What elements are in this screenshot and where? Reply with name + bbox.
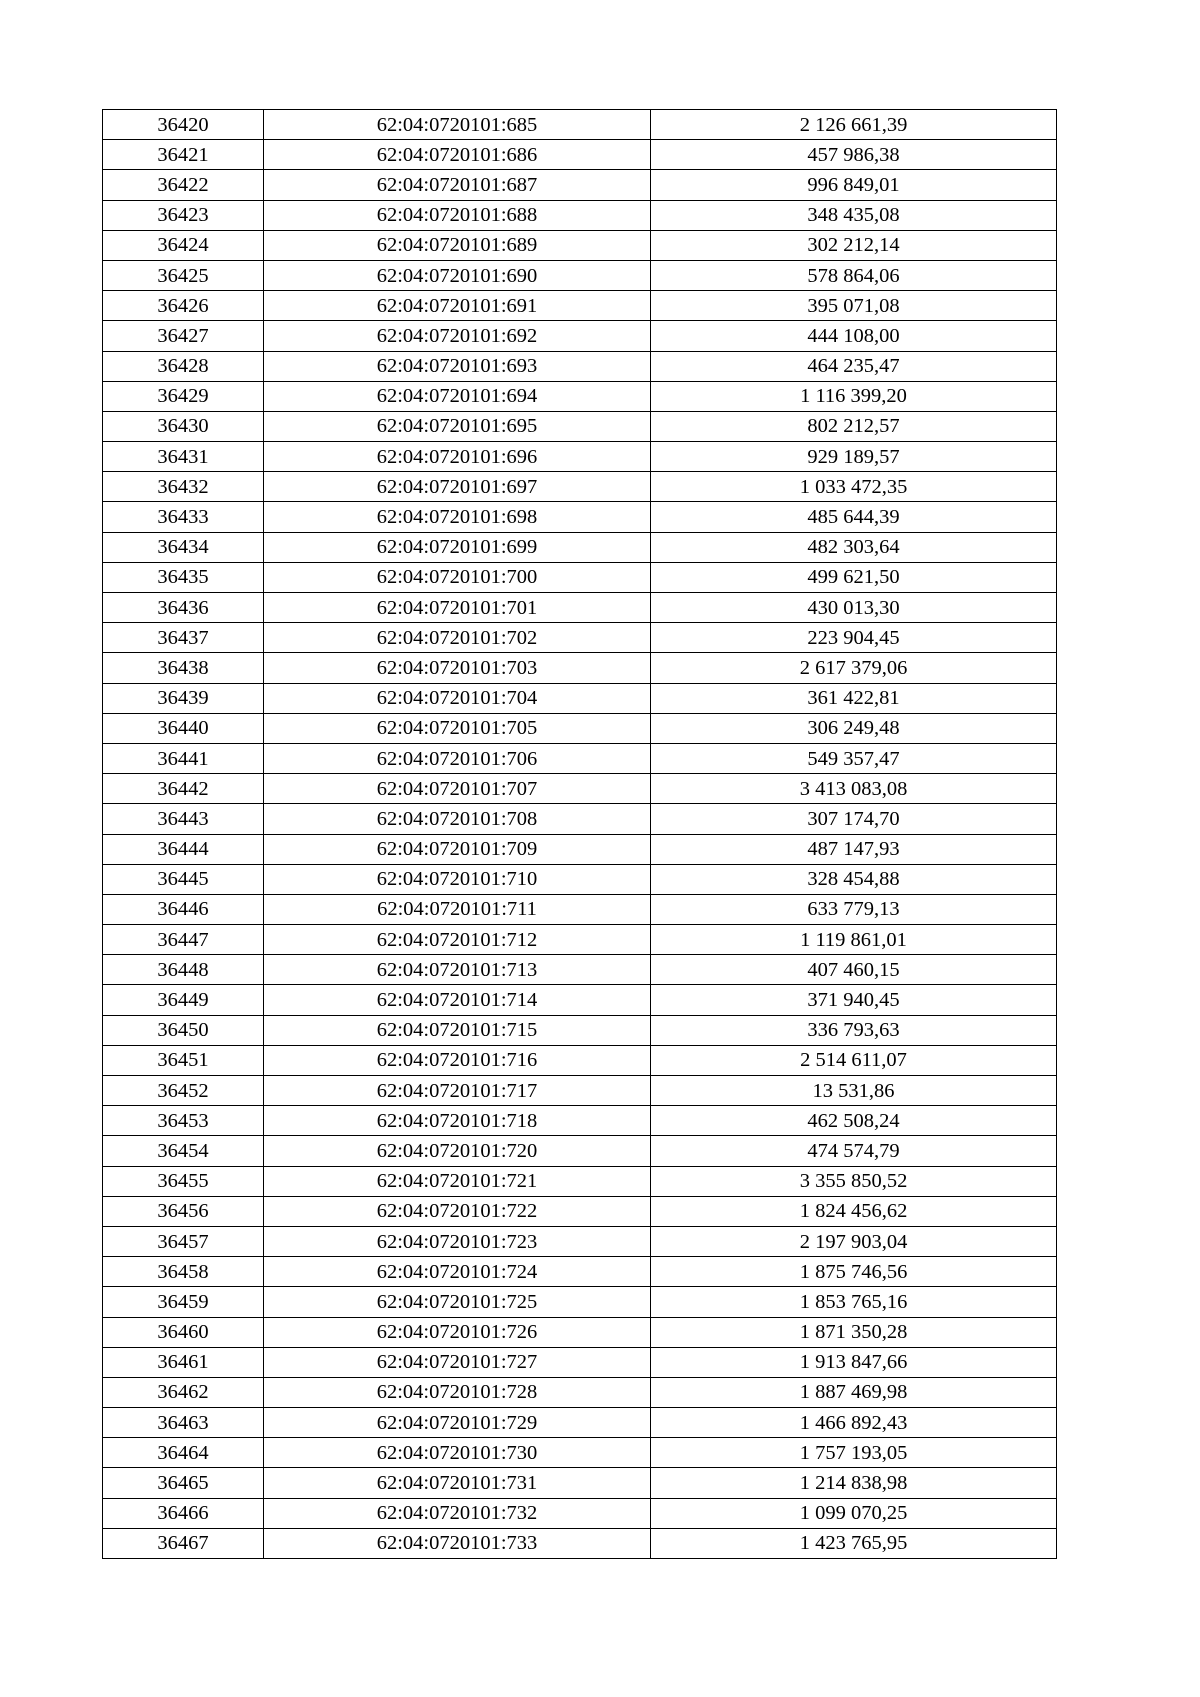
- cadastral-number-cell: 62:04:0720101:706: [264, 743, 651, 773]
- cadastral-number-cell: 62:04:0720101:726: [264, 1317, 651, 1347]
- table-row: [103, 1498, 1057, 1528]
- table-row: [103, 955, 1057, 985]
- table-row: [103, 1377, 1057, 1407]
- row-number-cell: 36442: [103, 774, 264, 804]
- table-row: [103, 1166, 1057, 1196]
- row-number-cell: 36427: [103, 321, 264, 351]
- table-row: [103, 713, 1057, 743]
- table-row: [103, 502, 1057, 532]
- table-row: [103, 593, 1057, 623]
- table-row: [103, 1106, 1057, 1136]
- cadastral-number-cell: 62:04:0720101:729: [264, 1408, 651, 1438]
- table-row: [103, 864, 1057, 894]
- cadastral-number-cell: 62:04:0720101:701: [264, 593, 651, 623]
- row-number-cell: 36438: [103, 653, 264, 683]
- table-row: [103, 804, 1057, 834]
- cadastral-number-cell: 62:04:0720101:720: [264, 1136, 651, 1166]
- row-number-cell: 36450: [103, 1015, 264, 1045]
- cadastral-number-cell: 62:04:0720101:686: [264, 140, 651, 170]
- table-row: [103, 110, 1057, 140]
- cadastral-value-cell: 302 212,14: [651, 230, 1057, 260]
- table-row: [103, 170, 1057, 200]
- row-number-cell: 36454: [103, 1136, 264, 1166]
- cadastral-number-cell: 62:04:0720101:696: [264, 442, 651, 472]
- cadastral-value-cell: 395 071,08: [651, 291, 1057, 321]
- cadastral-number-cell: 62:04:0720101:723: [264, 1226, 651, 1256]
- cadastral-value-cell: 462 508,24: [651, 1106, 1057, 1136]
- cadastral-value-cell: 487 147,93: [651, 834, 1057, 864]
- cadastral-value-cell: 1 119 861,01: [651, 925, 1057, 955]
- row-number-cell: 36465: [103, 1468, 264, 1498]
- cadastral-number-cell: 62:04:0720101:693: [264, 351, 651, 381]
- cadastral-number-cell: 62:04:0720101:703: [264, 653, 651, 683]
- table-row: [103, 1317, 1057, 1347]
- row-number-cell: 36423: [103, 200, 264, 230]
- cadastral-value-cell: 430 013,30: [651, 593, 1057, 623]
- cadastral-number-cell: 62:04:0720101:702: [264, 623, 651, 653]
- row-number-cell: 36433: [103, 502, 264, 532]
- table-row: [103, 230, 1057, 260]
- cadastral-value-cell: 3 355 850,52: [651, 1166, 1057, 1196]
- cadastral-number-cell: 62:04:0720101:731: [264, 1468, 651, 1498]
- table-row: [103, 1468, 1057, 1498]
- row-number-cell: 36431: [103, 442, 264, 472]
- row-number-cell: 36422: [103, 170, 264, 200]
- cadastral-value-cell: 2 514 611,07: [651, 1045, 1057, 1075]
- cadastral-value-cell: 444 108,00: [651, 321, 1057, 351]
- cadastral-value-cell: 348 435,08: [651, 200, 1057, 230]
- row-number-cell: 36421: [103, 140, 264, 170]
- table-row: [103, 1045, 1057, 1075]
- cadastral-number-cell: 62:04:0720101:688: [264, 200, 651, 230]
- table-row: [103, 1226, 1057, 1256]
- row-number-cell: 36441: [103, 743, 264, 773]
- row-number-cell: 36436: [103, 593, 264, 623]
- cadastral-value-cell: 13 531,86: [651, 1076, 1057, 1106]
- table-row: [103, 1528, 1057, 1558]
- cadastral-value-cell: 633 779,13: [651, 894, 1057, 924]
- cadastral-value-cell: 1 099 070,25: [651, 1498, 1057, 1528]
- cadastral-value-cell: 1 757 193,05: [651, 1438, 1057, 1468]
- cadastral-number-cell: 62:04:0720101:732: [264, 1498, 651, 1528]
- row-number-cell: 36432: [103, 472, 264, 502]
- cadastral-number-cell: 62:04:0720101:714: [264, 985, 651, 1015]
- cadastral-number-cell: 62:04:0720101:721: [264, 1166, 651, 1196]
- cadastral-value-cell: 474 574,79: [651, 1136, 1057, 1166]
- row-number-cell: 36440: [103, 713, 264, 743]
- cadastral-value-cell: 485 644,39: [651, 502, 1057, 532]
- cadastral-number-cell: 62:04:0720101:722: [264, 1196, 651, 1226]
- row-number-cell: 36430: [103, 411, 264, 441]
- table-row: [103, 321, 1057, 351]
- table-row: [103, 1257, 1057, 1287]
- table-row: [103, 532, 1057, 562]
- row-number-cell: 36444: [103, 834, 264, 864]
- table-row: [103, 1196, 1057, 1226]
- cadastral-number-cell: 62:04:0720101:690: [264, 260, 651, 290]
- cadastral-number-cell: 62:04:0720101:724: [264, 1257, 651, 1287]
- cadastral-value-cell: 1 423 765,95: [651, 1528, 1057, 1558]
- cadastral-value-cell: 996 849,01: [651, 170, 1057, 200]
- cadastral-value-cell: 1 214 838,98: [651, 1468, 1057, 1498]
- cadastral-number-cell: 62:04:0720101:715: [264, 1015, 651, 1045]
- table-body: [103, 110, 1057, 1559]
- cadastral-value-cell: 307 174,70: [651, 804, 1057, 834]
- cadastral-number-cell: 62:04:0720101:700: [264, 562, 651, 592]
- table-row: [103, 562, 1057, 592]
- table-row: [103, 260, 1057, 290]
- row-number-cell: 36437: [103, 623, 264, 653]
- row-number-cell: 36466: [103, 1498, 264, 1528]
- row-number-cell: 36463: [103, 1408, 264, 1438]
- cadastral-number-cell: 62:04:0720101:730: [264, 1438, 651, 1468]
- cadastral-number-cell: 62:04:0720101:717: [264, 1076, 651, 1106]
- cadastral-value-cell: 549 357,47: [651, 743, 1057, 773]
- cadastral-value-cell: 464 235,47: [651, 351, 1057, 381]
- cadastral-value-cell: 499 621,50: [651, 562, 1057, 592]
- row-number-cell: 36424: [103, 230, 264, 260]
- row-number-cell: 36449: [103, 985, 264, 1015]
- table-row: [103, 743, 1057, 773]
- row-number-cell: 36443: [103, 804, 264, 834]
- cadastral-value-cell: 1 913 847,66: [651, 1347, 1057, 1377]
- cadastral-number-cell: 62:04:0720101:711: [264, 894, 651, 924]
- row-number-cell: 36426: [103, 291, 264, 321]
- table-row: [103, 411, 1057, 441]
- table-row: [103, 291, 1057, 321]
- table-row: [103, 653, 1057, 683]
- table-row: [103, 985, 1057, 1015]
- row-number-cell: 36459: [103, 1287, 264, 1317]
- cadastral-number-cell: 62:04:0720101:728: [264, 1377, 651, 1407]
- row-number-cell: 36425: [103, 260, 264, 290]
- row-number-cell: 36456: [103, 1196, 264, 1226]
- cadastral-number-cell: 62:04:0720101:718: [264, 1106, 651, 1136]
- cadastral-value-cell: 578 864,06: [651, 260, 1057, 290]
- table-row: [103, 894, 1057, 924]
- cadastral-value-cell: 1 116 399,20: [651, 381, 1057, 411]
- cadastral-value-cell: 1 033 472,35: [651, 472, 1057, 502]
- cadastral-value-cell: 336 793,63: [651, 1015, 1057, 1045]
- table-row: [103, 834, 1057, 864]
- row-number-cell: 36464: [103, 1438, 264, 1468]
- table-row: [103, 1408, 1057, 1438]
- cadastral-value-cell: 1 466 892,43: [651, 1408, 1057, 1438]
- row-number-cell: 36467: [103, 1528, 264, 1558]
- table-row: [103, 925, 1057, 955]
- cadastral-number-cell: 62:04:0720101:707: [264, 774, 651, 804]
- cadastral-number-cell: 62:04:0720101:689: [264, 230, 651, 260]
- cadastral-value-cell: 1 824 456,62: [651, 1196, 1057, 1226]
- table-row: [103, 351, 1057, 381]
- cadastral-number-cell: 62:04:0720101:712: [264, 925, 651, 955]
- cadastral-number-cell: 62:04:0720101:708: [264, 804, 651, 834]
- table-row: [103, 442, 1057, 472]
- cadastral-number-cell: 62:04:0720101:698: [264, 502, 651, 532]
- table-row: [103, 683, 1057, 713]
- table-row: [103, 200, 1057, 230]
- cadastral-number-cell: 62:04:0720101:733: [264, 1528, 651, 1558]
- cadastral-value-cell: 802 212,57: [651, 411, 1057, 441]
- row-number-cell: 36458: [103, 1257, 264, 1287]
- row-number-cell: 36457: [103, 1226, 264, 1256]
- table-row: [103, 1015, 1057, 1045]
- cadastral-value-cell: 371 940,45: [651, 985, 1057, 1015]
- row-number-cell: 36439: [103, 683, 264, 713]
- cadastral-number-cell: 62:04:0720101:704: [264, 683, 651, 713]
- table-row: [103, 472, 1057, 502]
- cadastral-number-cell: 62:04:0720101:697: [264, 472, 651, 502]
- cadastral-number-cell: 62:04:0720101:713: [264, 955, 651, 985]
- cadastral-value-cell: 3 413 083,08: [651, 774, 1057, 804]
- cadastral-number-cell: 62:04:0720101:692: [264, 321, 651, 351]
- table-row: [103, 1076, 1057, 1106]
- table-row: [103, 774, 1057, 804]
- row-number-cell: 36451: [103, 1045, 264, 1075]
- cadastral-value-cell: 1 887 469,98: [651, 1377, 1057, 1407]
- cadastral-value-cell: 361 422,81: [651, 683, 1057, 713]
- table-row: [103, 623, 1057, 653]
- cadastral-value-cell: 457 986,38: [651, 140, 1057, 170]
- table-row: [103, 1136, 1057, 1166]
- row-number-cell: 36420: [103, 110, 264, 140]
- row-number-cell: 36434: [103, 532, 264, 562]
- row-number-cell: 36462: [103, 1377, 264, 1407]
- cadastral-number-cell: 62:04:0720101:691: [264, 291, 651, 321]
- row-number-cell: 36461: [103, 1347, 264, 1377]
- row-number-cell: 36446: [103, 894, 264, 924]
- cadastral-number-cell: 62:04:0720101:694: [264, 381, 651, 411]
- row-number-cell: 36455: [103, 1166, 264, 1196]
- table-row: [103, 1287, 1057, 1317]
- cadastral-value-cell: 306 249,48: [651, 713, 1057, 743]
- cadastral-number-cell: 62:04:0720101:710: [264, 864, 651, 894]
- cadastral-value-cell: 2 126 661,39: [651, 110, 1057, 140]
- row-number-cell: 36428: [103, 351, 264, 381]
- table-row: [103, 1438, 1057, 1468]
- cadastral-value-cell: 1 875 746,56: [651, 1257, 1057, 1287]
- cadastral-number-cell: 62:04:0720101:705: [264, 713, 651, 743]
- cadastral-value-cell: 2 197 903,04: [651, 1226, 1057, 1256]
- row-number-cell: 36447: [103, 925, 264, 955]
- cadastral-number-cell: 62:04:0720101:727: [264, 1347, 651, 1377]
- cadastral-value-cell: 929 189,57: [651, 442, 1057, 472]
- cadastral-value-cell: 328 454,88: [651, 864, 1057, 894]
- table-row: [103, 1347, 1057, 1377]
- cadastral-number-cell: 62:04:0720101:716: [264, 1045, 651, 1075]
- cadastral-value-table: [102, 109, 1057, 1559]
- row-number-cell: 36448: [103, 955, 264, 985]
- row-number-cell: 36435: [103, 562, 264, 592]
- row-number-cell: 36460: [103, 1317, 264, 1347]
- cadastral-value-cell: 2 617 379,06: [651, 653, 1057, 683]
- row-number-cell: 36452: [103, 1076, 264, 1106]
- cadastral-number-cell: 62:04:0720101:699: [264, 532, 651, 562]
- cadastral-number-cell: 62:04:0720101:709: [264, 834, 651, 864]
- cadastral-number-cell: 62:04:0720101:695: [264, 411, 651, 441]
- cadastral-value-cell: 1 871 350,28: [651, 1317, 1057, 1347]
- row-number-cell: 36429: [103, 381, 264, 411]
- cadastral-number-cell: 62:04:0720101:687: [264, 170, 651, 200]
- table-row: [103, 140, 1057, 170]
- cadastral-value-cell: 482 303,64: [651, 532, 1057, 562]
- cadastral-value-cell: 223 904,45: [651, 623, 1057, 653]
- cadastral-value-cell: 407 460,15: [651, 955, 1057, 985]
- row-number-cell: 36445: [103, 864, 264, 894]
- cadastral-value-cell: 1 853 765,16: [651, 1287, 1057, 1317]
- row-number-cell: 36453: [103, 1106, 264, 1136]
- cadastral-number-cell: 62:04:0720101:725: [264, 1287, 651, 1317]
- table-row: [103, 381, 1057, 411]
- cadastral-number-cell: 62:04:0720101:685: [264, 110, 651, 140]
